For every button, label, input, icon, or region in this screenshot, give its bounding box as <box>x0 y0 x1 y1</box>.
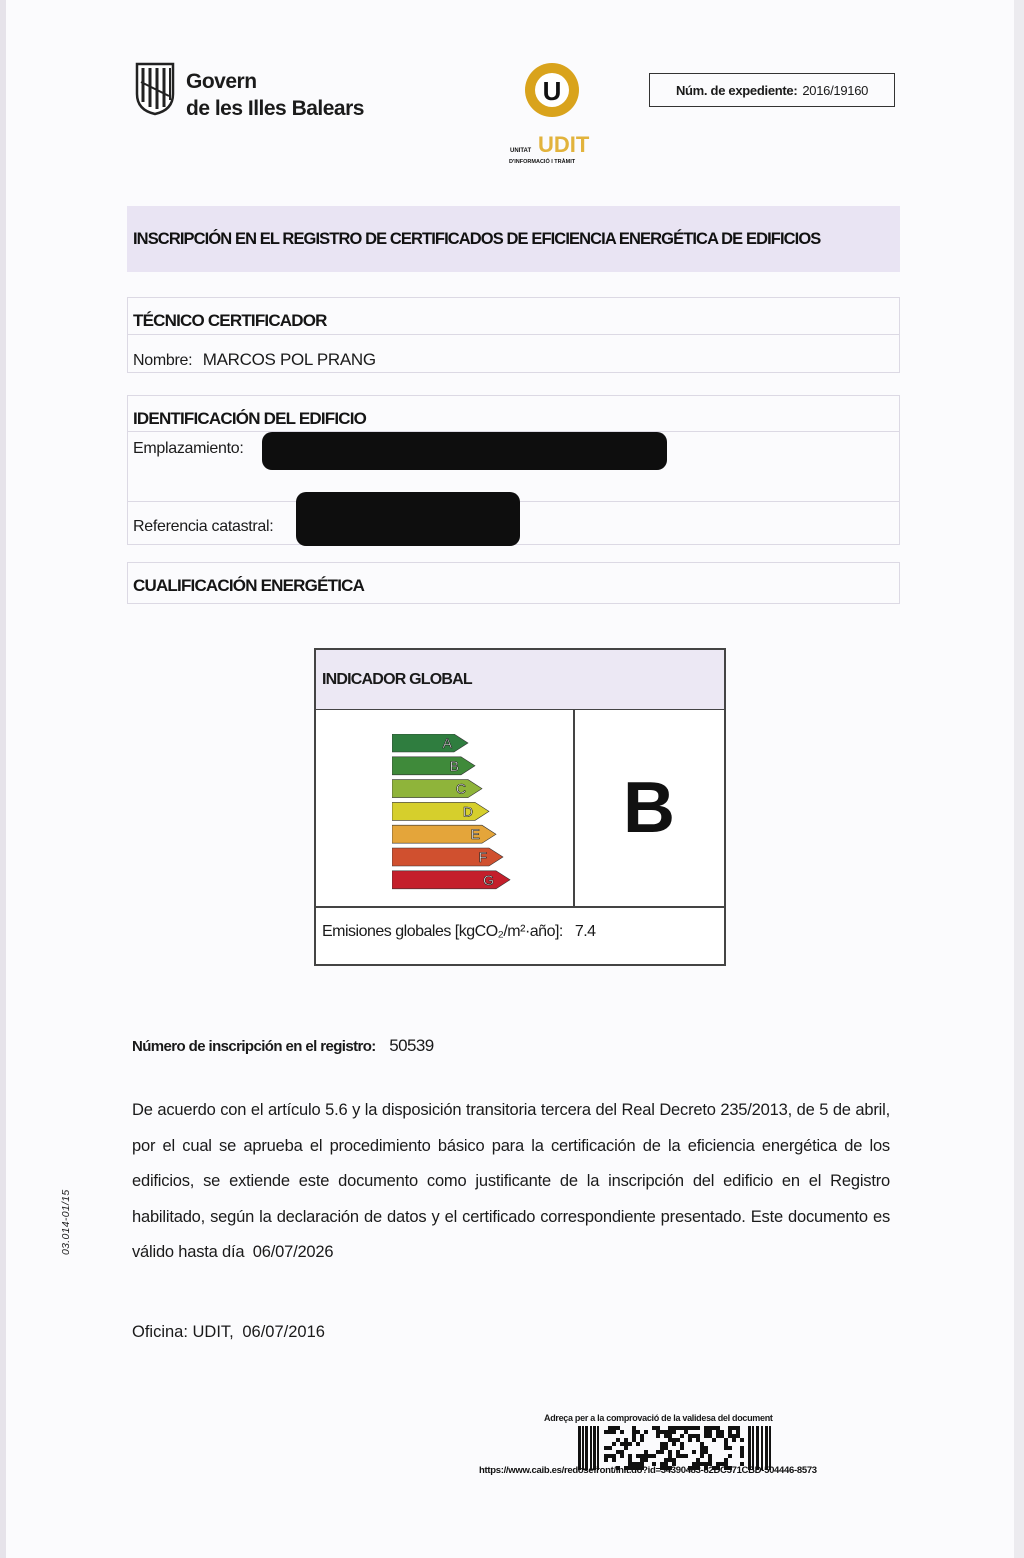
verification-caption: Adreça per a la comprovació de la validesa del document <box>544 1413 773 1423</box>
legal-paragraph <box>132 1093 890 1271</box>
udit-prefix: UNITAT <box>510 148 532 154</box>
udit-logo <box>506 60 616 170</box>
udit-emblem-icon <box>506 60 616 170</box>
expediente-label: Núm. de expediente: <box>675 82 798 98</box>
barcode-icon <box>578 1426 773 1470</box>
emisiones-label: Emisiones globales [kgCO₂/m²·año]: <box>322 923 563 940</box>
edificio-heading: IDENTIFICACIÓN DEL EDIFICIO <box>133 409 367 428</box>
document-title: INSCRIPCIÓN EN EL REGISTRO DE CERTIFICADOS DE EFICIENCIA ENERGÉTICA DE EDIFICIOS <box>127 206 900 272</box>
valid-until-date: 06/07/2026 <box>252 1243 334 1261</box>
registro-label: Número de inscripción en el registro: <box>132 1038 376 1055</box>
gov-name-line1: Govern <box>186 70 257 93</box>
office-label: Oficina: UDIT, <box>132 1323 234 1341</box>
expediente-value: 2016/19160 <box>802 82 869 98</box>
office-date: 06/07/2016 <box>242 1323 325 1341</box>
emplazamiento-label: Emplazamiento: <box>133 440 244 457</box>
registro-row <box>132 1036 434 1056</box>
nombre-value: MARCOS POL PRANG <box>202 350 376 369</box>
udit-subtitle: D'INFORMACIÓ I TRÀMIT <box>509 159 576 165</box>
expediente-box <box>649 73 895 107</box>
energy-class-arrow <box>392 825 496 843</box>
office-row <box>132 1323 325 1342</box>
energy-class-arrow <box>392 757 475 775</box>
energy-class-c <box>392 780 482 798</box>
cualificacion-section <box>127 562 900 604</box>
government-name <box>186 68 364 122</box>
energy-class-label: B <box>449 757 459 774</box>
energy-rating-letter: B <box>623 768 675 848</box>
energy-class-arrow <box>392 802 489 820</box>
tecnico-section <box>127 297 900 373</box>
energy-class-g <box>392 871 510 889</box>
gov-name-line2: de les Illes Balears <box>186 97 364 120</box>
indicator-divider-horizontal <box>316 906 724 908</box>
government-crest-icon <box>133 60 177 116</box>
energy-class-arrow <box>392 734 468 752</box>
udit-mark: U <box>542 76 562 106</box>
energy-class-label: C <box>455 780 466 797</box>
side-form-code: 03.014-01/15 <box>60 1189 72 1255</box>
section-divider <box>128 334 899 335</box>
verification-url[interactable]: https://www.caib.es/redosefront/init.do?id=34390483-82DC571CBD-504446-8573 <box>479 1465 817 1476</box>
emisiones-row <box>322 923 596 941</box>
emisiones-value: 7.4 <box>574 923 596 940</box>
energy-class-arrow <box>392 780 482 798</box>
energy-class-label: A <box>442 735 452 751</box>
energy-class-label: D <box>462 803 473 820</box>
energy-class-e <box>392 825 496 843</box>
energy-scale-chart <box>392 734 542 894</box>
indicador-global-box <box>314 648 726 966</box>
energy-class-label: G <box>483 871 494 888</box>
tecnico-heading: TÉCNICO CERTIFICADOR <box>133 311 327 330</box>
udit-name: UDIT <box>538 132 590 157</box>
redaction-referencia <box>296 492 520 546</box>
energy-class-label: F <box>478 849 487 865</box>
energy-class-f <box>392 848 503 866</box>
energy-class-b <box>392 757 475 775</box>
energy-class-a <box>392 734 468 752</box>
cualificacion-heading: CUALIFICACIÓN ENERGÉTICA <box>133 576 365 595</box>
registro-value: 50539 <box>389 1036 434 1055</box>
energy-class-label: E <box>470 826 480 843</box>
indicador-heading: INDICADOR GLOBAL <box>316 650 724 710</box>
legal-text: De acuerdo con el artículo 5.6 y la disposición transitoria tercera del Real Decreto 235/2013, de 5 de abril, por el cual se aprueba el procedimiento básico para la certificación de la eficiencia energética de los edificios, se extiende este documento como justificante de la inscripción del edificio en el Registro habilitado, según la declaración de datos y el certificado correspondiente presentado. Este documento es válido hasta día <box>132 1101 890 1261</box>
nombre-label: Nombre: <box>133 352 193 369</box>
referencia-label: Referencia catastral: <box>133 518 274 535</box>
nombre-row <box>133 350 376 370</box>
redaction-emplazamiento <box>262 432 667 470</box>
energy-class-d <box>392 802 489 820</box>
